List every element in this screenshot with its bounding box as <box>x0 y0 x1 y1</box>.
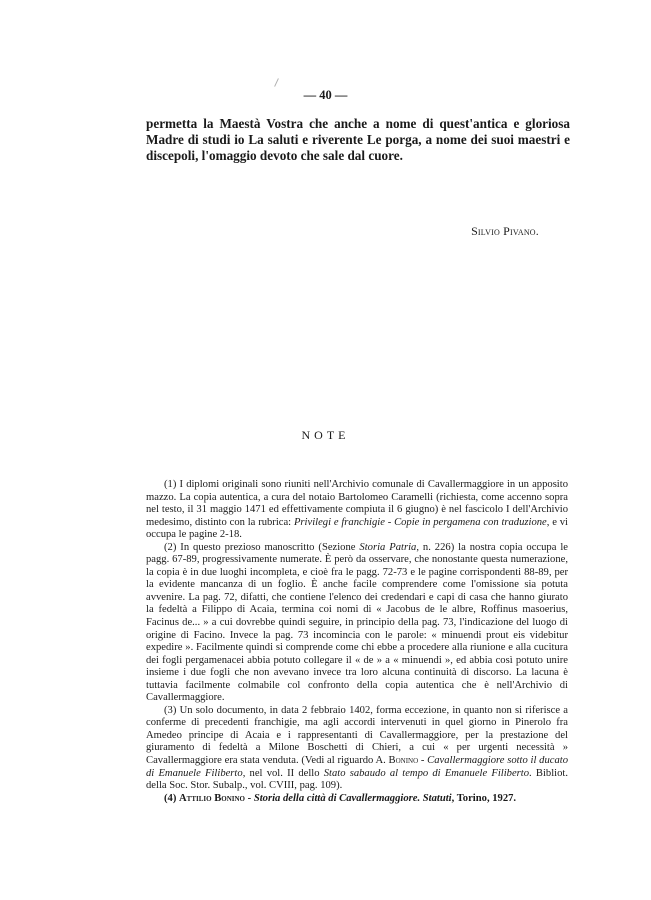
note-4 <box>146 793 568 806</box>
note-1-text: (1) I diplomi originali sono riuniti nell'Archivio comunale di Cavallermaggiore in un apposito mazzo. La copia autentica, a cura del notaio Bartolomeo Caramelli (richiesta, come accenno sopra nel testo, il 31 maggio 1471 ed effettivamente compiuta il 6 giugno) è nel fascicolo I dell'Archivio medesimo, distinto con la rubrica: <box>146 479 568 528</box>
note-2-tail: , n. 226) la nostra copia occupa le pagg. 67-89, progressivamente numerate. È però da osservare, che nonostante questa numerazione, la copia è in due luoghi incompleta, e cioè fra le pagg. 72-73 e le pagine corrispondenti 88-89, per la evidente mancanza di un foglio. È anche facile comprendere come l'omissione sia potuta avvenire. La pag. 72, difatti, che contiene l'elenco dei credendari e capi di casa che hanno giurato la fedeltà a Filippo di Acaia, termina coi nomi di « Jacobus de le albre, Roffinus masoerius, Facinus de... » a cui dovrebbe quindi seguire, in principio della pag. 73, l'indicazione del luogo di origine di Facino. Invece la pag. 73 incomincia con le parole: « minuendi prout eis videbitur expedire ». Facilmente quindi si comprende come chi ebbe a procedere alla riunione e alla cucitura dei fogli pergamenacei abbia potuto collegare il « de » a « minuendi », ed abbia così potuto unire insieme i due fogli che non avevano invece tra loro alcuna continuità di discorso. La lacuna è tuttavia facilmente colmabile col confronto della copia autentica che è nell'Archivio di Cavallermaggiore. <box>146 541 569 704</box>
closing-paragraph <box>146 116 570 164</box>
note-2 <box>146 542 568 705</box>
note-4-title: Storia della città di Cavallermaggiore. Statuti <box>253 792 452 804</box>
note-3-text: (3) Un solo documento, in data 2 febbraio 1402, forma eccezione, in quanto non si riferisce a conferme di precedenti franchigie, ma agli accordi intervenuti in quel giorno in Pinerolo fra Amedeo principe di Acaia e i rappresentanti di Cavallermaggiore, per la prestazione del giuramento di fedeltà a Milone Boschetti di Chieri, a cui « per urgenti necessità » Cavallermaggiore era stata venduta. (Vedi al riguardo A. <box>146 704 568 767</box>
author-signature: Silvio Pivano. <box>471 224 539 238</box>
note-1-tail: , e vi occupa le pagine 2-18. <box>146 516 568 541</box>
note-4-number: (4) <box>164 792 180 804</box>
note-3-volume-title: Stato sabaudo al tempo di Emanuele Filiberto <box>323 767 530 779</box>
note-3-mid: , nel vol. II dello <box>242 767 324 779</box>
notes-heading: NOTE <box>301 428 350 442</box>
note-1-rubric: Privilegi e franchigie - Copie in pergamena con traduzione <box>293 516 547 528</box>
note-3-dash: - <box>418 755 428 767</box>
note-3-author: Bonino <box>388 755 419 767</box>
page-number: — 40 — <box>303 88 348 102</box>
note-2-section: Storia Patria <box>359 541 417 553</box>
note-4-tail: , Torino, 1927. <box>451 792 517 804</box>
note-2-text: (2) In questo prezioso manoscritto (Sezione <box>164 541 360 553</box>
note-4-author: Attilio Bonino <box>179 792 246 804</box>
footnotes <box>146 479 568 805</box>
closing-text: permetta la Maestà Vostra che anche a nome di quest'antica e gloriosa Madre di studi io La saluti e riverente Le porga, a nome dei suoi maestri e discepoli, l'omaggio devoto che sale dal cuore. <box>146 116 570 163</box>
scan-mark <box>274 78 279 87</box>
note-4-dash: - <box>245 792 254 804</box>
note-3-title: Cavallermaggiore sotto il ducato di Emanuele Filiberto <box>146 755 568 779</box>
note-3-tail: . Bibliot. della Soc. Stor. Subalp., vol. CVIII, pag. 109). <box>146 767 568 792</box>
note-1 <box>146 479 568 542</box>
note-3 <box>146 705 568 793</box>
